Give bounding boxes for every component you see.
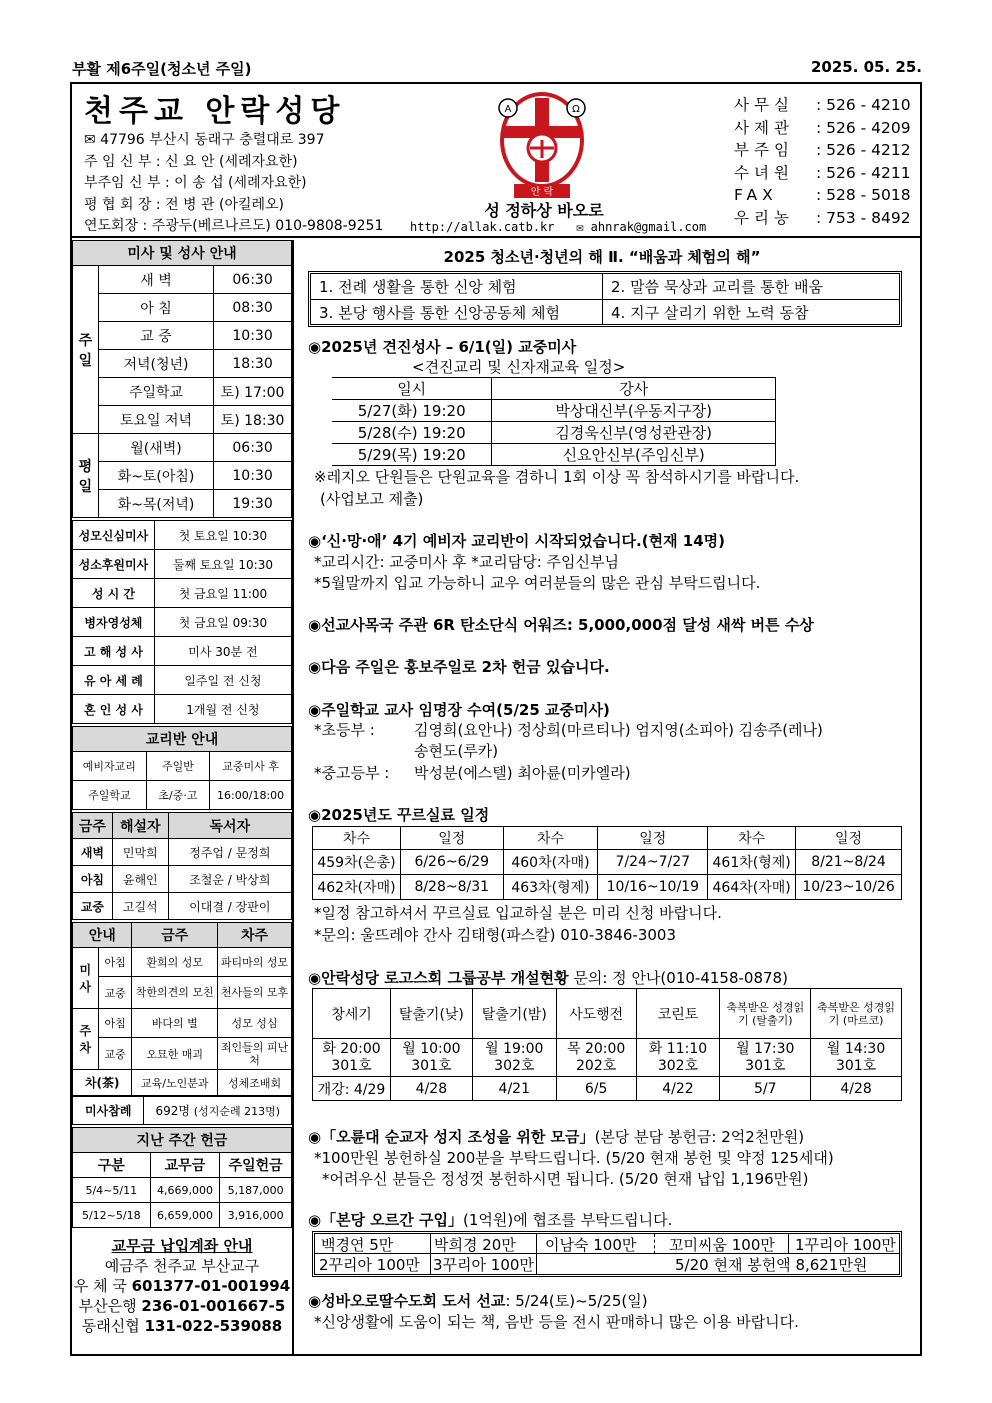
organ-goal: (1억원)에 협조를 부탁드립니다.	[462, 1211, 673, 1229]
organ-donor: 3꾸리아 100만	[431, 1254, 537, 1274]
phone-row: 우리농 : 753 - 8492	[734, 208, 911, 227]
logos-room: 302호	[657, 1057, 699, 1074]
conf-head: 강사	[492, 378, 776, 400]
cursillo-date: 10/16~10/19	[598, 875, 708, 900]
offering-dues: 4,669,000	[150, 1178, 220, 1203]
teachers-title: ◉주일학교 교사 임명장 수여(5/25 교중미사)	[308, 701, 610, 719]
bank-name: 부산은행	[78, 1297, 137, 1315]
logos-class: 탈출기(낮)	[390, 989, 472, 1039]
theme-item: 4. 지구 살리기 위한 노력 동참	[611, 304, 809, 322]
liturgical-day: 부활 제6주일(청소년 주일)	[72, 60, 252, 78]
cursillo-head: 차수	[313, 827, 401, 850]
league-president: 연도회장 : 주광두(베르나르도) 010-9808-9251	[84, 218, 384, 234]
confirmation-note: (사업보고 제출)	[320, 490, 424, 508]
organ-donor: 이남숙 100만	[537, 1234, 655, 1254]
logos-class: 사도행전	[556, 989, 636, 1039]
mass-time: 19:30	[214, 490, 292, 518]
sacrament-name: 성소후원미사	[73, 550, 155, 579]
sacrament-name: 유 아 세 례	[73, 666, 155, 695]
reader-mass: 교중	[73, 893, 113, 920]
logos-class: 코린토	[636, 989, 720, 1039]
bulletin-date: 2025. 05. 25.	[810, 58, 922, 76]
logos-room: 302호	[494, 1057, 535, 1074]
lectors: 조철운 / 박상희	[168, 866, 291, 893]
martyr-line: *100만원 봉헌하실 200분을 부탁드립니다. (5/20 현재 봉헌 및 약정 125세대)	[314, 1149, 834, 1167]
guide-head: 금주	[132, 923, 218, 948]
guide-next: 천사들의 모후	[218, 977, 292, 1009]
mass-time: 08:30	[214, 294, 292, 322]
class-group: 초/중·고	[146, 781, 210, 810]
logos-open: 5/7	[720, 1077, 811, 1101]
cursillo-title: ◉2025년도 꾸르실료 일정	[308, 806, 490, 824]
account-number: 131-022-539088	[144, 1317, 283, 1335]
organ-donor: 2꾸리아 100만	[315, 1254, 431, 1274]
offering-period: 5/12~5/18	[73, 1203, 151, 1228]
readers-head: 독서자	[168, 813, 291, 839]
logos-contact: 문의: 정 안나(010-4158-0878)	[568, 969, 788, 987]
guide-next: 파티마의 성모	[218, 948, 292, 977]
parish-name: 천주교 안락성당	[84, 94, 346, 129]
catechumen-line: *5월말까지 입교 가능하니 교우 여러분들의 많은 관심 부탁드립니다.	[314, 574, 761, 592]
logos-table	[312, 988, 902, 1101]
theme-item: 2. 말씀 묵상과 교리를 통한 배움	[603, 274, 899, 300]
cursillo-date: 7/24~7/27	[598, 850, 708, 875]
martyr-header	[308, 1126, 804, 1147]
conf-head: 일시	[332, 378, 492, 400]
mass-time: 토) 18:30	[214, 406, 292, 434]
confirmation-title: ◉2025년 견진성사 – 6/1(일) 교중미사	[308, 338, 577, 356]
teachers-el-names: 김영희(요안나) 정상희(마르티나) 엄지영(소피아) 김송주(레나)	[414, 721, 823, 739]
catechumen-line: *교리시간: 교중미사 후 *교리담당: 주임신부님	[314, 553, 620, 571]
cursillo-no: 460차(자매)	[503, 850, 598, 875]
logos-room: 301호	[835, 1057, 877, 1074]
logos-time: 월 17:30	[736, 1040, 795, 1057]
confirmation-subtitle: <견진교리 및 신자재교육 일정>	[412, 358, 626, 376]
confirmation-table	[332, 377, 776, 466]
teachers-el-label: *초등부 :	[314, 721, 375, 739]
martyr-goal: (본당 분담 봉헌금: 2억2천만원)	[594, 1128, 805, 1146]
attendance-value: 692명	[155, 1104, 190, 1118]
logos-open: 4/22	[636, 1077, 720, 1101]
confirmation-note: ※레지오 단원들은 단원교육을 겸하니 1회 이상 꼭 참석하시기를 바랍니다.	[314, 468, 800, 486]
organ-donor: 박희경 20만	[431, 1234, 537, 1254]
mass-name: 아 침	[98, 294, 213, 322]
mass-time: 10:30	[214, 462, 292, 490]
logos-open: 개강: 4/29	[313, 1077, 391, 1101]
mass-time: 06:30	[214, 434, 292, 462]
sacrament-time: 미사 30분 전	[154, 637, 291, 666]
header	[72, 84, 920, 238]
commentator: 윤해인	[112, 866, 168, 893]
organ-title: ◉「본당 오르간 구입」	[308, 1211, 463, 1229]
cursillo-date: 8/28~8/31	[400, 875, 503, 900]
mass-name: 저녁(청년)	[98, 350, 213, 378]
logos-room: 301호	[745, 1057, 786, 1074]
sacrament-time: 일주일 전 신청	[154, 666, 291, 695]
offering-head: 주일헌금	[220, 1153, 292, 1178]
omega-letter: Ω	[572, 104, 580, 115]
cursillo-head: 차수	[708, 827, 796, 850]
sacrament-name: 고 해 성 사	[73, 637, 155, 666]
offering-dues: 6,659,000	[150, 1203, 220, 1228]
phone-row: 사제관 : 526 - 4209	[734, 118, 911, 137]
conf-lecturer: 김경욱신부(영성관관장)	[492, 422, 776, 444]
sacrament-name: 병자영성체	[73, 608, 155, 637]
books-line: *신앙생활에 도움이 되는 책, 음반 등을 전시 판매하니 많은 이용 바랍니다.	[314, 1313, 799, 1331]
cursillo-no: 463차(형제)	[503, 875, 598, 900]
guide-mass-label: 미사	[73, 948, 99, 1009]
account-title: 교무금 납입계좌 안내	[111, 1237, 253, 1255]
logos-class: 창세기	[313, 989, 391, 1039]
pastor: 주 임 신 부 : 신 요 안 (세례자요한)	[84, 153, 298, 170]
guide-current: 환희의 성모	[132, 948, 218, 977]
conf-date: 5/27(화) 19:20	[332, 400, 492, 422]
cursillo-head: 일정	[796, 827, 902, 850]
cursillo-head: 일정	[598, 827, 708, 850]
logos-time: 목 20:00	[566, 1040, 626, 1057]
logos-open: 4/28	[390, 1077, 472, 1101]
logos-open: 4/28	[811, 1077, 902, 1101]
cursillo-date: 10/23~10/26	[796, 875, 902, 900]
guide-current: 바다의 별	[132, 1009, 218, 1038]
email-link[interactable]: ✉ ahnrak@gmail.com	[576, 220, 707, 234]
guide-current: 착한의견의 모친	[132, 977, 218, 1009]
class-name: 예비자교리	[73, 752, 147, 781]
assistant-pastor: 부주임 신 부 : 이 송 섭 (세례자요한)	[84, 175, 307, 191]
mass-name: 화~토(아침)	[98, 462, 213, 490]
parish-info	[84, 130, 383, 238]
offering-title: 지난 주간 헌금	[73, 1128, 292, 1153]
logos-room: 301호	[331, 1057, 372, 1074]
teachers-hs-label: *중고등부 :	[314, 764, 390, 782]
teachers-hs-names: 박성분(에스텔) 최아륜(미카엘라)	[414, 764, 631, 782]
logos-room: 301호	[411, 1057, 452, 1074]
sacrament-table	[72, 520, 292, 724]
phone-row: FAX : 528 - 5018	[734, 186, 911, 204]
class-time: 교중미사 후	[210, 752, 292, 781]
phone-row: 수녀원 : 526 - 4211	[734, 163, 911, 182]
logos-title: ◉안락성당 로고스회 그룹공부 개설현황	[308, 969, 569, 987]
bank-name: 동래신협	[81, 1317, 140, 1335]
tea-current: 교육/노인분과	[132, 1070, 218, 1096]
logos-open: 4/21	[472, 1077, 556, 1101]
mass-title: 미사 및 성사 안내	[73, 241, 292, 266]
reader-mass: 새벽	[73, 839, 113, 866]
organ-header	[308, 1209, 672, 1230]
sacrament-name: 성 시 간	[73, 579, 155, 608]
offering-sunday: 3,916,000	[220, 1203, 292, 1228]
alpha-letter: A	[504, 104, 512, 115]
mass-time: 토) 17:00	[214, 378, 292, 406]
theme-item: 1. 전례 생활을 통한 신앙 체험	[311, 274, 603, 300]
council-president: 평 협 회 장 : 전 병 관 (아킬레오)	[84, 196, 285, 213]
mass-name: 월(새벽)	[98, 434, 213, 462]
sacrament-time: 첫 금요일 09:30	[154, 608, 291, 637]
cursillo-no: 464차(자매)	[708, 875, 796, 900]
guide-next: 죄인들의 피난처	[218, 1038, 292, 1070]
mass-time: 10:30	[214, 322, 292, 350]
tea-label: 차(茶)	[73, 1070, 132, 1096]
organ-donor: 꼬미씨움 100만	[655, 1234, 789, 1254]
logos-open: 6/5	[556, 1077, 636, 1101]
guide-head: 차주	[218, 923, 292, 948]
logos-time: 화 11:10	[648, 1040, 708, 1057]
theme-item: 3. 본당 행사를 통한 신앙공동체 체험	[311, 300, 603, 324]
readers-head: 금주	[73, 813, 113, 839]
cursillo-date: 8/21~8/24	[796, 850, 902, 875]
sacrament-time: 첫 토요일 10:30	[154, 521, 291, 550]
logos-class: 탈출기(밤)	[472, 989, 556, 1039]
phone-row: 사무실 : 526 - 4210	[734, 96, 911, 114]
sacrament-time: 1개월 전 신청	[154, 695, 291, 724]
left-column	[72, 240, 294, 1356]
commentator: 고길석	[112, 893, 168, 920]
catechism-table	[72, 726, 292, 810]
mass-time: 06:30	[214, 266, 292, 294]
books-title: ◉성바오로딸수도회 도서 선교	[308, 1292, 506, 1310]
readers-table	[72, 812, 292, 920]
cursillo-note: *일정 참고하셔서 꾸르실료 입교하실 분은 미리 신청 바랍니다.	[314, 904, 722, 922]
mass-name: 화~목(저녁)	[98, 490, 213, 518]
guide-current: 오묘한 매괴	[132, 1038, 218, 1070]
homepage-link[interactable]: http://allak.catb.kr	[410, 220, 555, 234]
cursillo-table	[312, 826, 902, 900]
conf-lecturer: 신요안신부(주임신부)	[492, 444, 776, 466]
offering-table	[72, 1127, 292, 1228]
logos-time: 월 19:00	[485, 1040, 544, 1057]
offering-sunday: 5,187,000	[220, 1178, 292, 1203]
cursillo-no: 459차(은총)	[313, 850, 401, 875]
conf-date: 5/28(수) 19:20	[332, 422, 492, 444]
cursillo-no: 462차(자매)	[313, 875, 401, 900]
weekday-label: 평일	[73, 434, 99, 518]
guide-table	[72, 922, 292, 1096]
mass-schedule-table	[72, 240, 292, 518]
account-holder: 예금주 천주교 부산교구	[104, 1257, 260, 1275]
guide-next: 성모 성심	[218, 1009, 292, 1038]
books-date: : 5/24(토)~5/25(일)	[505, 1292, 648, 1310]
organ-donor: 1꾸리아 100만	[789, 1234, 899, 1254]
sacrament-name: 성모신심미사	[73, 521, 155, 550]
organ-donor: 백경연 5만	[315, 1234, 431, 1254]
account-box	[72, 1236, 292, 1336]
guide-parking-label: 주차	[73, 1009, 99, 1070]
cursillo-note: *문의: 울뜨레야 간사 김태형(파스칼) 010-3846-3003	[314, 926, 676, 944]
phone-list	[734, 94, 911, 229]
catechumen-title: ◉‘신·망·애’ 4기 예비자 교리반이 시작되었습니다.(현재 14명)	[308, 532, 726, 550]
logos-time: 월 10:00	[402, 1040, 461, 1057]
guide-time: 교중	[98, 977, 132, 1009]
top-line	[72, 58, 922, 82]
class-group: 주일반	[146, 752, 210, 781]
offering-head: 구분	[73, 1153, 151, 1178]
guide-time: 교중	[98, 1038, 132, 1070]
mass-name: 주일학교	[98, 378, 213, 406]
class-time: 16:00/18:00	[210, 781, 292, 810]
account-number: 236-01-001667-5	[141, 1297, 286, 1315]
tea-next: 성체조배회	[218, 1070, 292, 1096]
martyr-title: ◉「오륜대 순교자 성지 조성을 위한 모금」	[308, 1128, 595, 1146]
bulletin-frame	[70, 82, 922, 1356]
class-name: 주일학교	[73, 781, 147, 810]
cursillo-head: 차수	[503, 827, 598, 850]
theme-title: 2025 청소년·청년의 해 Ⅱ. “배움과 체험의 해”	[443, 248, 761, 266]
mass-name: 토요일 저녁	[98, 406, 213, 434]
readers-head: 해설자	[112, 813, 168, 839]
conf-lecturer: 박상대신부(우동지구장)	[492, 400, 776, 422]
mass-time: 18:30	[214, 350, 292, 378]
sacrament-time: 둘째 토요일 10:30	[154, 550, 291, 579]
sacrament-time: 첫 금요일 11:00	[154, 579, 291, 608]
commentator: 민막희	[112, 839, 168, 866]
mass-name: 새 벽	[98, 266, 213, 294]
logos-class: 축복받은 성경읽기 (마르코)	[811, 989, 902, 1039]
guide-time: 아침	[98, 948, 132, 977]
teachers-el-names: 송현도(루카)	[414, 742, 499, 760]
logos-header	[308, 967, 788, 988]
mass-name: 교 중	[98, 322, 213, 350]
guide-head: 안내	[73, 923, 132, 948]
attendance-label: 미사참례	[73, 1097, 144, 1125]
organ-box	[312, 1231, 902, 1277]
logos-room: 202호	[576, 1057, 617, 1074]
cursillo-head: 일정	[400, 827, 503, 850]
bank-name: 우 체 국	[73, 1277, 127, 1295]
guide-time: 아침	[98, 1009, 132, 1038]
cursillo-no: 461차(형제)	[708, 850, 796, 875]
attendance-note: (성지순례 213명)	[193, 1105, 280, 1118]
theme-box	[308, 271, 902, 327]
lectors: 이대결 / 장판이	[168, 893, 291, 920]
organ-total: 5/20 현재 봉헌액 8,621만원	[675, 1256, 868, 1274]
award-notice: ◉선교사목국 주관 6R 탄소단식 어워즈: 5,000,000점 달성 새싹 버튼 수상	[308, 616, 814, 634]
catechism-title: 교리반 안내	[73, 727, 292, 752]
lectors: 정주업 / 문정희	[168, 839, 291, 866]
reader-mass: 아침	[73, 866, 113, 893]
conf-date: 5/29(목) 19:20	[332, 444, 492, 466]
parish-address: ✉ 47796 부산시 동래구 충렬대로 397	[84, 132, 325, 148]
phone-row: 부주임 : 526 - 4212	[734, 141, 911, 159]
logo-banner-text: 안 락	[530, 187, 554, 198]
martyr-line: *어려우신 분들은 정성껏 봉헌하시면 됩니다. (5/20 현재 납입 1,196만원)	[322, 1170, 809, 1188]
sunday-label: 주일	[73, 266, 99, 434]
books-header	[308, 1290, 648, 1311]
logos-time: 월 14:30	[826, 1040, 886, 1057]
web-links	[410, 220, 706, 234]
logos-class: 축복받은 성경읽기 (탈출기)	[720, 989, 811, 1039]
attendance-table	[72, 1096, 292, 1125]
sacrament-name: 혼 인 성 사	[73, 695, 155, 724]
offering-head: 교무금	[150, 1153, 220, 1178]
logos-time: 화 20:00	[322, 1040, 381, 1057]
patron-saint: 성 정하상 바오로	[484, 201, 604, 220]
cursillo-date: 6/26~6/29	[400, 850, 503, 875]
account-number: 601377-01-001994	[131, 1277, 291, 1295]
parish-logo	[482, 90, 602, 200]
offering-period: 5/4~5/11	[73, 1178, 151, 1203]
promo-notice: ◉다음 주일은 홍보주일로 2차 헌금 있습니다.	[308, 658, 610, 676]
